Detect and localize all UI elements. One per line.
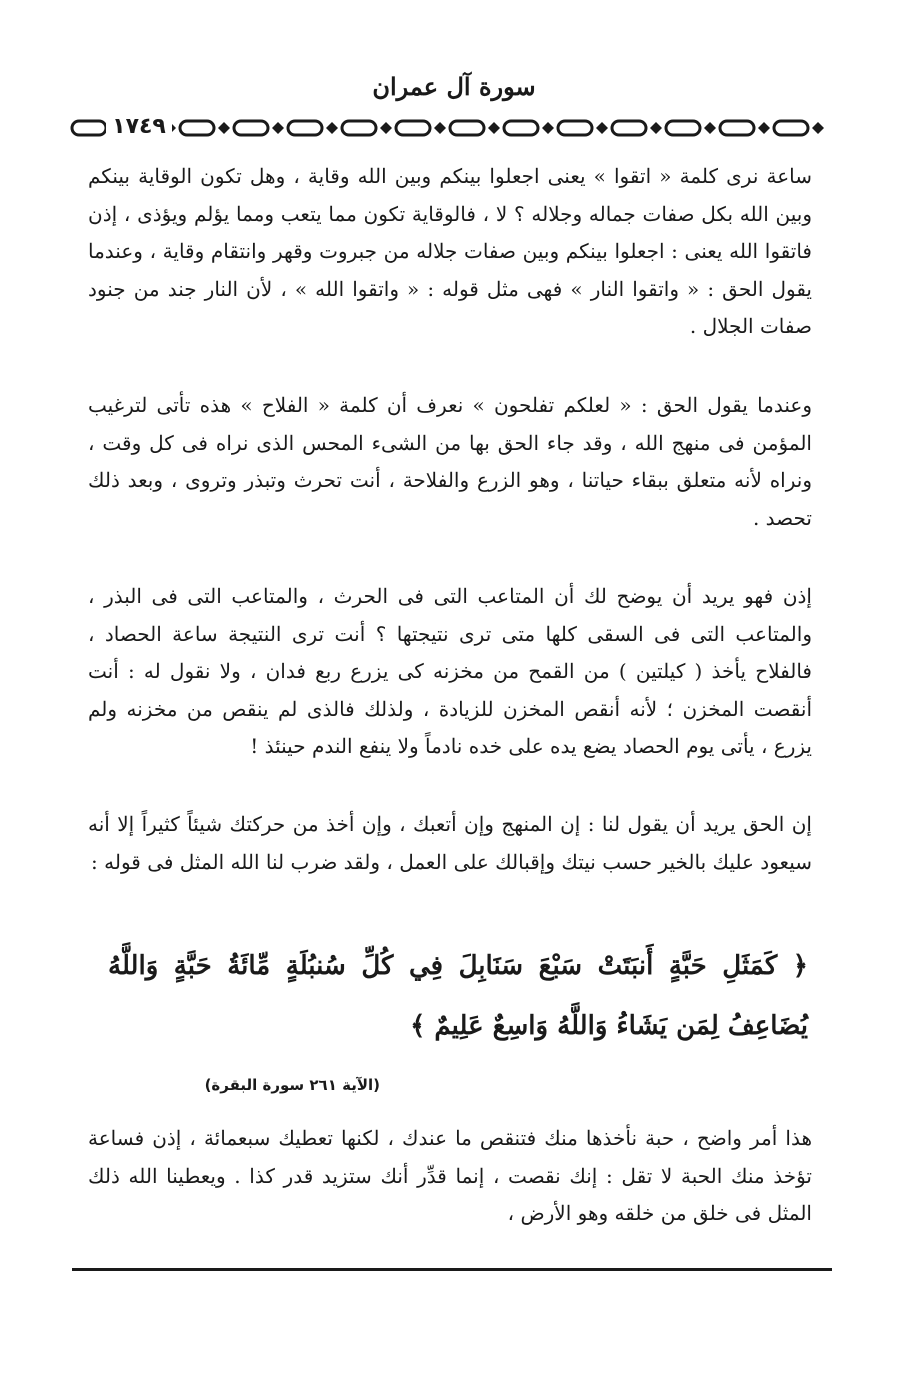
ornament-oval <box>666 121 700 135</box>
paragraph-2: وعندما يقول الحق : « لعلكم تفلحون » نعرف أن كلمة « الفلاح » هذه تأتى لترغيب المؤمن فى منهج الله ، وقد جاء الحق بها من الشىء المحس الذى نراه فى كل وقت ، ونراه لأنه متعلق ببقاء حياتنا ، وهو الزرع والفلاحة ، أنت تحرث وتبذر وتروى ، وبعد ذلك تحصد . <box>88 393 812 530</box>
ornament-oval <box>774 121 808 135</box>
ornament-oval <box>342 121 376 135</box>
ornament-oval <box>180 121 214 135</box>
ornament-diamond <box>326 122 338 134</box>
ornament-oval <box>288 121 322 135</box>
ornament-oval <box>612 121 646 135</box>
ornament-oval <box>450 121 484 135</box>
verse-close-bracket: ﴾ <box>410 1011 426 1041</box>
ornament-diamond <box>488 122 500 134</box>
ornament-diamond <box>704 122 716 134</box>
ornamental-border <box>70 116 832 140</box>
ornament-oval <box>504 121 538 135</box>
ornament-diamond <box>596 122 608 134</box>
ornament-diamond <box>758 122 770 134</box>
ornament-oval <box>72 121 106 135</box>
page-number: ١٧٤٩ <box>106 113 172 141</box>
ornament-oval <box>234 121 268 135</box>
paragraph-4: إن الحق يريد أن يقول لنا : إن المنهج وإن أتعبك ، وإن أخذ من حركتك شيئاً كثيراً إلا أنه سيعود عليك بالخير حسب نيتك وإقبالك على العمل ، ولقد ضرب لنا الله المثل فى قوله : <box>88 812 812 874</box>
ornament-oval <box>720 121 754 135</box>
ornament-diamond <box>542 122 554 134</box>
paragraph-3: إذن فهو يريد أن يوضح لك أن المتاعب التى فى الحرث ، والمتاعب التى فى البذر ، والمتاعب التى فى السقى كلها متى ترى نتيجتها ؟ أنت ترى النتيجة ساعة الحصاد ، فالفلاح يأخذ ( كيلتين ) من القمح من مخزنه كى يزرع ربع فدان ، ولا نقول له : أنت أنقصت المخزن ؛ لأنه أنقص المخزن للزيادة ، ولذلك فالذى لم ينقص من مخزنه ولم يزرع ، يأتى يوم الحصاد يضع يده على خده نادماً ولا ينفع الندم حينئذ ! <box>88 584 812 758</box>
ornament-chain-icon <box>70 116 832 140</box>
verse-open-bracket: ﴿ <box>792 951 808 981</box>
ornament-diamond <box>812 122 824 134</box>
ornament-diamond <box>434 122 446 134</box>
footer-divider <box>72 1268 832 1271</box>
verse-text: كَمَثَلِ حَبَّةٍ أَنبَتَتْ سَبْعَ سَنَابِلَ فِي كُلِّ سُنبُلَةٍ مِّائَةُ حَبَّةٍ وَاللَّهُ يُضَاعِفُ لِمَن يَشَاءُ وَاللَّهُ وَاسِعٌ عَلِيمٌ <box>108 951 808 1041</box>
ornament-oval <box>558 121 592 135</box>
ornament-oval <box>396 121 430 135</box>
paragraph-5: هذا أمر واضح ، حبة نأخذها منك فتنقص ما عندك ، لكنها تعطيك سبعمائة ، إذن فساعة تؤخذ منك الحبة لا تقل : إنك نقصت ، إنما قدِّر أنك ستزيد قدر كذا . ويعطينا الله ذلك المثل فى خلق من خلقه وهو الأرض ، <box>88 1126 812 1225</box>
surah-title: سورة آل عمران <box>372 72 536 101</box>
ornament-diamond <box>650 122 662 134</box>
ornament-diamond <box>272 122 284 134</box>
ornament-diamond <box>218 122 230 134</box>
paragraph-1: ساعة نرى كلمة « اتقوا » يعنى اجعلوا بينكم وبين الله وقاية ، وهل تكون الوقاية بينكم وبين الله بكل صفات جماله وجلاله ؟ لا ، فالوقاية تكون مما يتعب ومما يؤلم ويؤذى ، إذن فاتقوا الله يعنى : اجعلوا بينكم وبين صفات جلاله من جبروت وقهر وانتقام وقاية ، وعندما يقول الحق : « واتقوا النار » فهى مثل قوله : « واتقوا الله » ، لأن النار جند من جنود صفات الجلال . <box>88 164 812 338</box>
quran-verse <box>108 936 808 1056</box>
ornament-diamond <box>380 122 392 134</box>
verse-reference: (الآية ٢٦١ سورة البقرة) <box>204 1076 380 1094</box>
